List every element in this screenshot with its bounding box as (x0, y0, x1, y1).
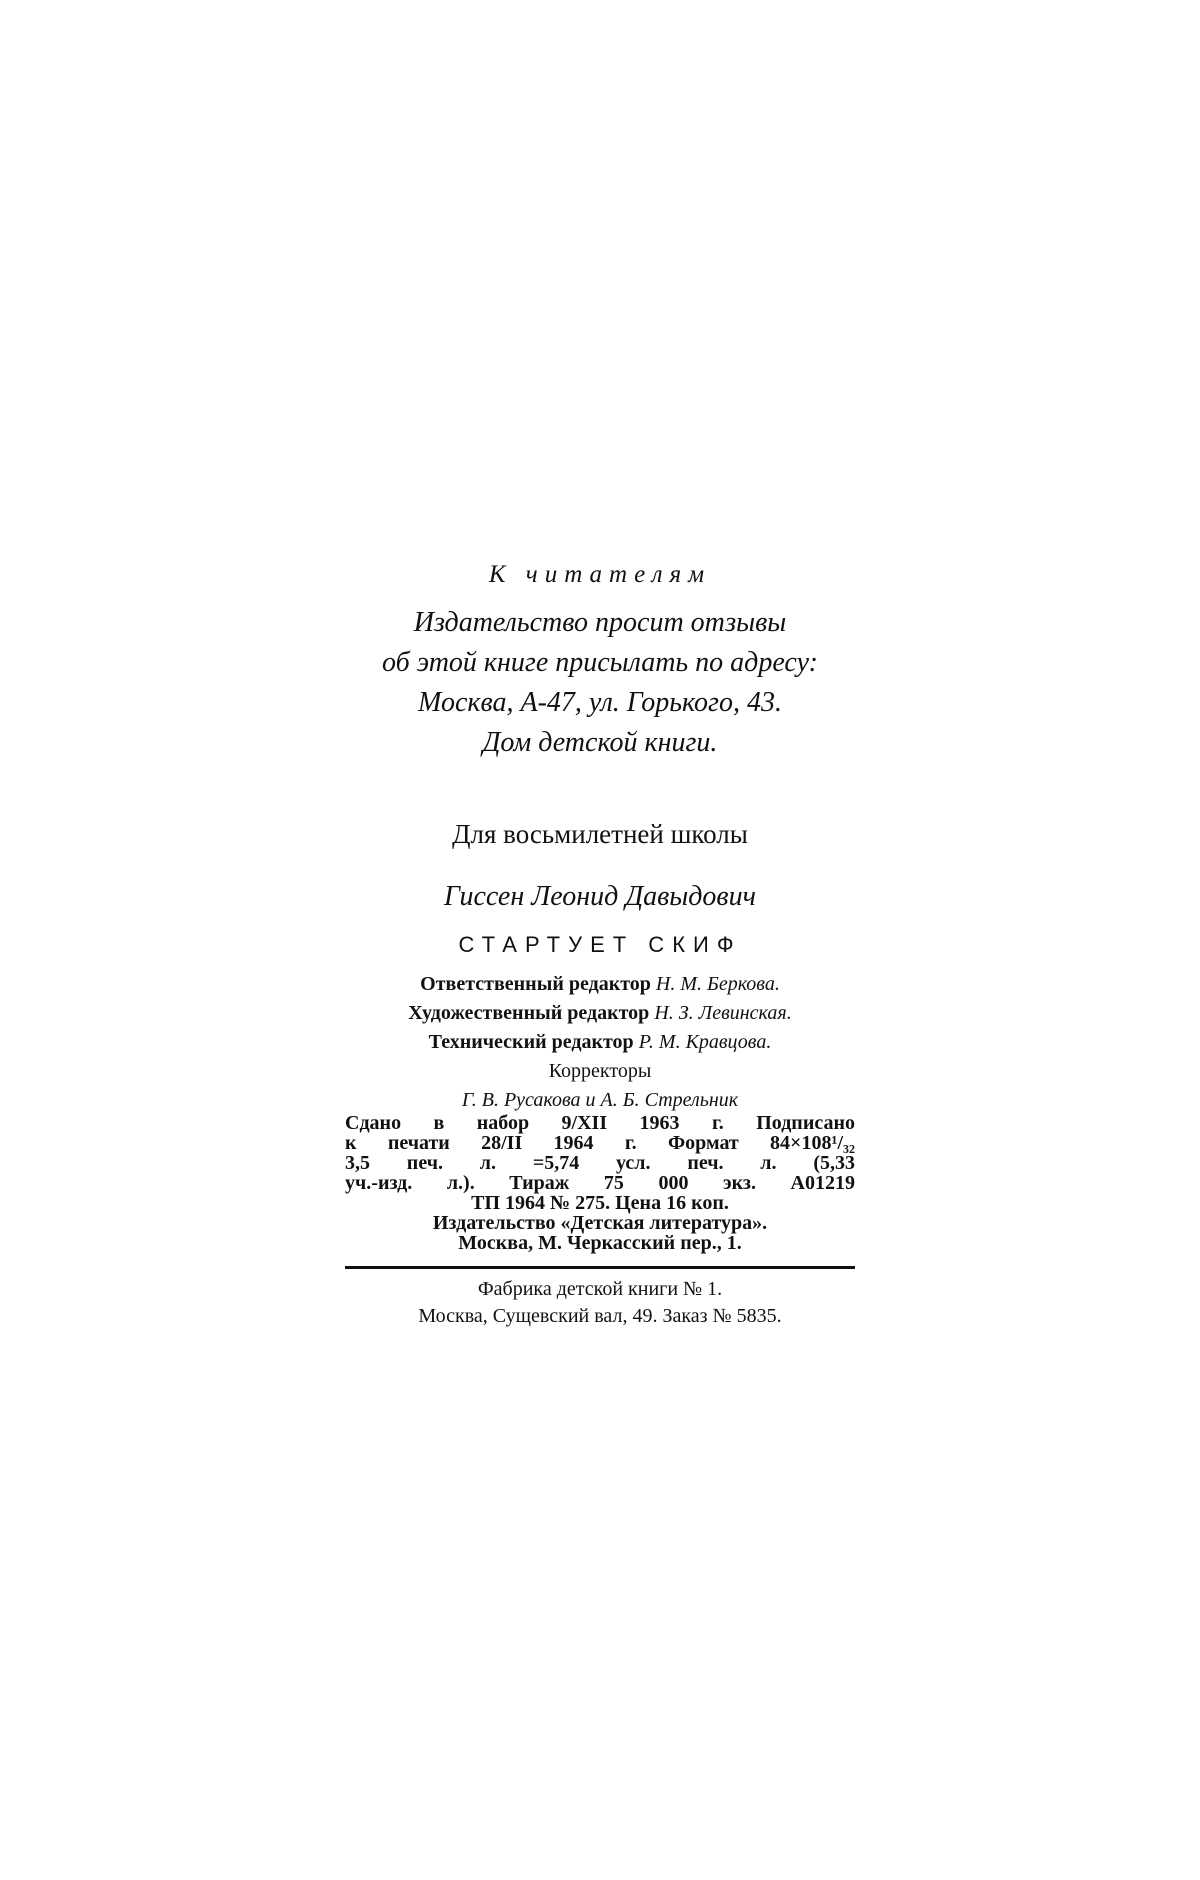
imprint-line: Издательство «Детская литература». (432, 1212, 768, 1234)
credit-role: Технический редактор (428, 1031, 634, 1053)
imprint-line: 3,5 печ. л. =5,74 усл. печ. л. (5,33 (345, 1152, 855, 1174)
imprint-line: Москва, М. Черкасский пер., 1. (458, 1232, 742, 1254)
imprint-block (345, 1113, 855, 1253)
imprint-line: Сдано в набор 9/XII 1963 г. Подписано (345, 1112, 855, 1134)
to-readers-line: Москва, А-47, ул. Горького, 43. (418, 687, 782, 718)
credit-row (340, 999, 860, 1028)
credit-row (340, 1028, 860, 1057)
factory-line: Москва, Сущевский вал, 49. Заказ № 5835. (418, 1305, 782, 1327)
to-readers-heading: К читателям (488, 561, 712, 588)
credit-role: Ответственный редактор (420, 973, 651, 995)
credit-name: Н. З. Левинская. (654, 1002, 792, 1024)
factory-line: Фабрика детской книги № 1. (477, 1278, 723, 1300)
imprint-line: к печати 28/II 1964 г. Формат 84×108¹/₃₂ (345, 1132, 855, 1154)
credit-role: Художественный редактор (408, 1002, 650, 1024)
credit-row (340, 970, 860, 999)
credit-name: Р. М. Кравцова. (638, 1031, 772, 1053)
imprint-line: ТП 1964 № 275. Цена 16 коп. (471, 1192, 729, 1214)
to-readers-line: Издательство просит отзывы (413, 607, 787, 638)
factory-block (345, 1276, 855, 1330)
author-name: Гиссен Леонид Давыдович (444, 881, 756, 912)
correctors-names-text: Г. В. Русакова и А. Б. Стрельник (461, 1089, 739, 1111)
horizontal-rule (345, 1266, 855, 1269)
to-readers-block (300, 555, 900, 763)
credit-name: Н. М. Беркова. (655, 973, 780, 995)
correctors-names (340, 1086, 860, 1115)
credits-block (340, 970, 860, 1115)
correctors-label: Корректоры (548, 1060, 652, 1082)
series-label: Для восьмилетней школы (452, 819, 748, 849)
imprint-line: уч.-изд. л.). Тираж 75 000 экз. А01219 (345, 1172, 855, 1194)
to-readers-line: Дом детской книги. (482, 727, 718, 758)
book-title: СТАРТУЕТ СКИФ (458, 932, 742, 957)
to-readers-line: об этой книге присылать по адресу: (382, 647, 818, 678)
